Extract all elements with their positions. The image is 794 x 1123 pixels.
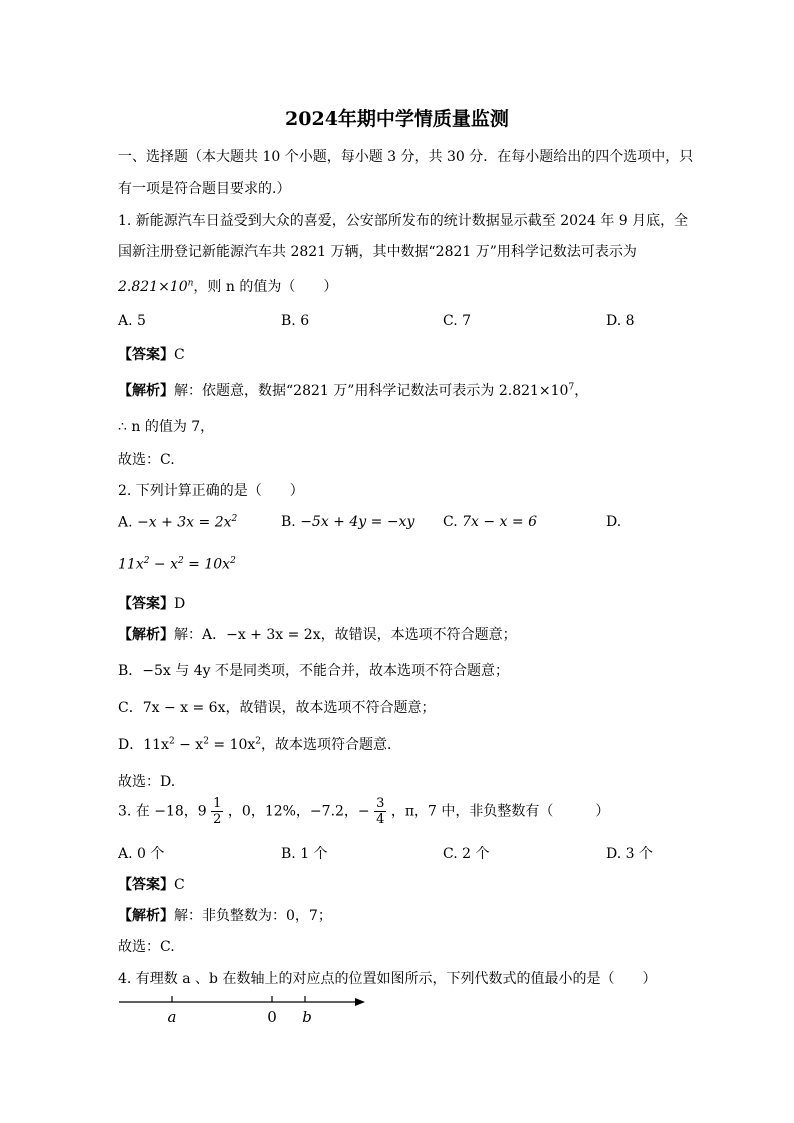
analysis-tag: 【解析】 [118,908,174,924]
q3-fraction-one-half [211,796,223,827]
q1-stem-line-3 [118,276,337,296]
q3-conclusion: 故选：C. [118,939,175,955]
q1-analysis-line-1 [118,380,588,400]
q2-analysis-a-text: 解：A．−x + 3x = 2x，故错误，本选项不符合题意； [174,627,517,643]
q2-analysis-a [118,624,517,644]
q1-option-d: D. 8 [606,313,635,329]
q2-option-b [281,514,414,530]
q3-analysis [118,905,332,925]
q1-stem-line-1: 1. 新能源汽车日益受到大众的喜爱，公安部所发布的统计数据显示截至 2024 年 9 月底，全 [118,213,689,229]
q3-stem [118,796,609,827]
q2-answer [118,593,185,613]
q2-option-d [118,556,236,573]
q3-option-a: A. 0 个 [118,846,165,862]
section-heading-line-2: 有一项是符合题目要求的.） [118,181,291,197]
q2-stem: 2. 下列计算正确的是（ ） [118,483,304,499]
q2-analysis-d-pre: D．11x [118,737,169,753]
q2-d-exp3: 2 [230,556,236,566]
q2-analysis-b: B．−5x 与 4y 不是同类项，不能合并，故本选项不符合题意； [118,663,509,679]
q2-d-term2: − x [149,556,178,573]
q3-option-b: B. 1 个 [281,846,328,862]
q2-d-exp2: 2 [177,556,184,566]
q1-scientific-notation: 2.821×10 [118,279,188,295]
q3-answer [118,874,185,894]
label-b: b [302,1008,312,1026]
q2-analysis-d-end: ，故本选项符合题意． [261,737,402,753]
answer-tag: 【答案】 [118,347,174,363]
q3-stem-mid: ，0，12%，−7.2，− [227,803,370,820]
q2-option-b-label: B. [281,514,296,530]
q2-option-c [443,514,537,530]
q3-frac1-num: 1 [213,796,222,811]
answer-tag: 【答案】 [118,596,174,612]
q2-d-term1: 11x [118,556,144,573]
q2-option-a-exp: 2 [231,514,238,524]
q3-stem-end: ，π，7 中，非负整数有（ ） [390,803,610,820]
q1-stem-line-2: 国新注册登记新能源汽车共 2821 万辆，其中数据“2821 万”用科学记数法可表示为 [118,244,637,260]
q3-frac2-num: 3 [376,796,385,811]
answer-value: C [174,347,185,363]
q1-option-a: A. 5 [118,313,146,329]
q2-analysis-d-exp2: 2 [203,736,209,747]
q2-option-a [118,514,237,531]
q3-option-c: C. 2 个 [443,846,490,862]
q2-analysis-d-exp3: 2 [255,736,262,747]
answer-value: D [174,596,186,612]
q2-analysis-d [118,734,401,754]
page-title: 2024年期中学情质量监测 [285,108,509,130]
q3-frac2-den: 4 [376,812,385,827]
answer-value: C [174,877,185,893]
q4-stem: 4. 有理数 a 、b 在数轴上的对应点的位置如图所示，下列代数式的值最小的是（ ） [118,971,657,987]
q1-exponent: n [187,278,194,289]
q2-analysis-d-mid: − x [174,737,204,753]
q1-analysis-line-2: ∴ n 的值为 7， [118,419,215,435]
q3-analysis-text: 解：非负整数为：0，7； [174,908,332,924]
q2-analysis-d-mid2: = 10x [208,737,256,753]
section-heading-line-1: 一、选择题（本大题共 10 个小题，每小题 3 分，共 30 分．在每小题给出的四个选项中，只 [118,149,694,165]
q2-conclusion: 故选：D. [118,774,176,790]
q1-answer [118,344,185,364]
q1-analysis-exponent: 7 [568,382,575,393]
q1-conclusion: 故选：C. [118,452,175,468]
q3-stem-pre: 3. 在 −18，9 [118,803,207,820]
q2-d-term3: = 10x [183,556,231,573]
q1-option-c: C. 7 [443,313,472,329]
analysis-tag: 【解析】 [118,383,174,399]
q2-option-c-math: 7x − x = 6 [462,514,537,530]
q2-option-a-label: A. [118,514,133,531]
q2-option-d-label: D. [606,514,622,530]
q1-option-b: B. 6 [281,313,310,329]
analysis-tag: 【解析】 [118,627,174,643]
number-line-diagram [115,992,375,1032]
number-line-arrow [355,998,365,1006]
q2-analysis-c: C．7x − x = 6x，故错误，故本选项不符合题意； [118,700,436,716]
q1-analysis-end: ， [574,383,589,399]
q2-d-exp1: 2 [143,556,150,566]
q3-frac1-den: 2 [213,812,222,827]
q3-option-d: D. 3 个 [606,846,653,862]
q2-option-a-math: −x + 3x = 2x [137,514,232,531]
label-zero: 0 [267,1008,277,1026]
q2-option-c-label: C. [443,514,458,530]
label-a: a [167,1008,177,1026]
q2-option-b-math: −5x + 4y = −xy [300,514,415,530]
q1-analysis-text: 解：依题意，数据“2821 万”用科学记数法可表示为 2.821×10 [174,383,569,399]
q1-stem-tail: ，则 n 的值为（ ） [193,279,338,295]
q2-analysis-d-exp1: 2 [168,736,175,747]
q3-fraction-three-quarters [374,796,386,827]
answer-tag: 【答案】 [118,877,174,893]
